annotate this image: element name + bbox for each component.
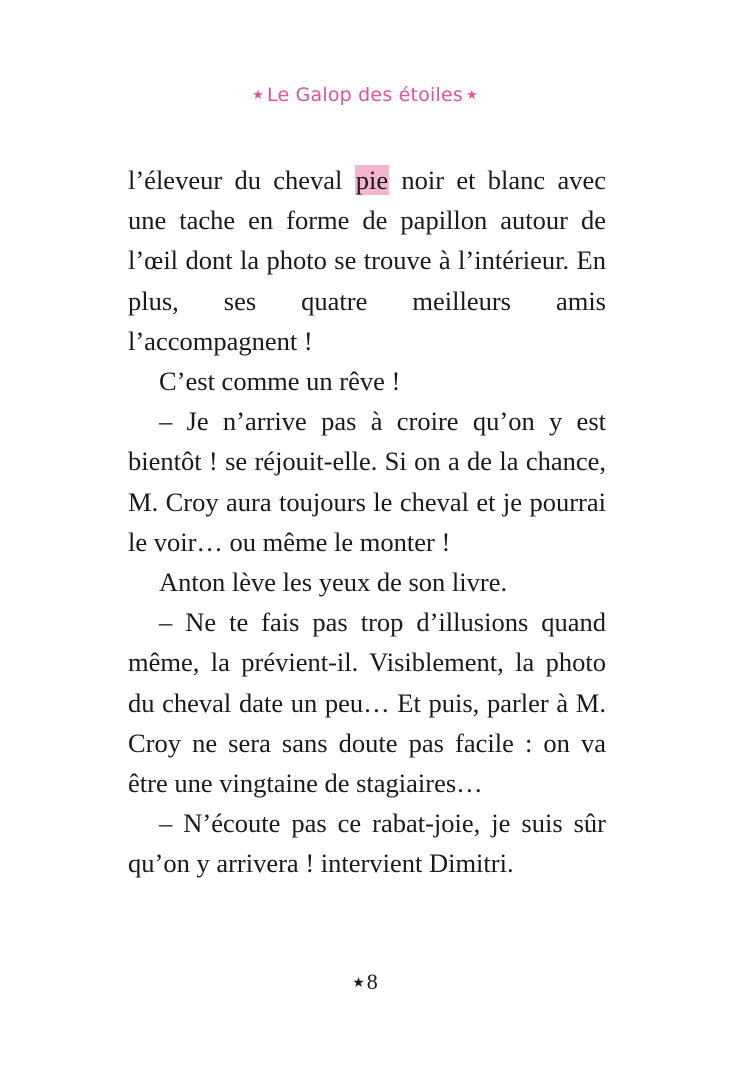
star-icon: ★ [352, 976, 365, 991]
page-number [0, 968, 730, 998]
running-head [0, 82, 730, 109]
paragraph: – Ne te fais pas trop d’illusions quand même, la prévient-il. Visiblement, la photo du cheval date un peu… Et puis, parler à M. Croy ne sera sans doute pas facile : on va être une vingtaine de stagiaires… [128, 607, 606, 799]
paragraph: l’éleveur du cheval pie noir et blanc avec une tache en forme de papillon autour de l’œil dont la photo se trouve à l’intérieur. En plus, ses quatre meilleurs amis l’accompagnent ! [128, 165, 606, 356]
page-number-value: 8 [366, 969, 378, 994]
paragraph: – N’écoute pas ce rabat-joie, je suis sûr qu’on y arrivera ! intervient Dimitri. [128, 808, 606, 879]
body-text [128, 160, 606, 884]
paragraph: Anton lève les yeux de son livre. [159, 567, 508, 598]
highlighted-word[interactable]: pie [355, 165, 389, 195]
paragraph: C’est comme un rêve ! [159, 366, 401, 397]
star-icon: ★ [465, 88, 478, 103]
paragraph: – Je n’arrive pas à croire qu’on y est bientôt ! se réjouit-elle. Si on a de la chance, M. Croy aura toujours le cheval et je pourrai le voir… ou même le monter ! [128, 406, 606, 557]
book-title: Le Galop des étoiles [267, 84, 463, 106]
star-icon: ★ [252, 88, 265, 103]
